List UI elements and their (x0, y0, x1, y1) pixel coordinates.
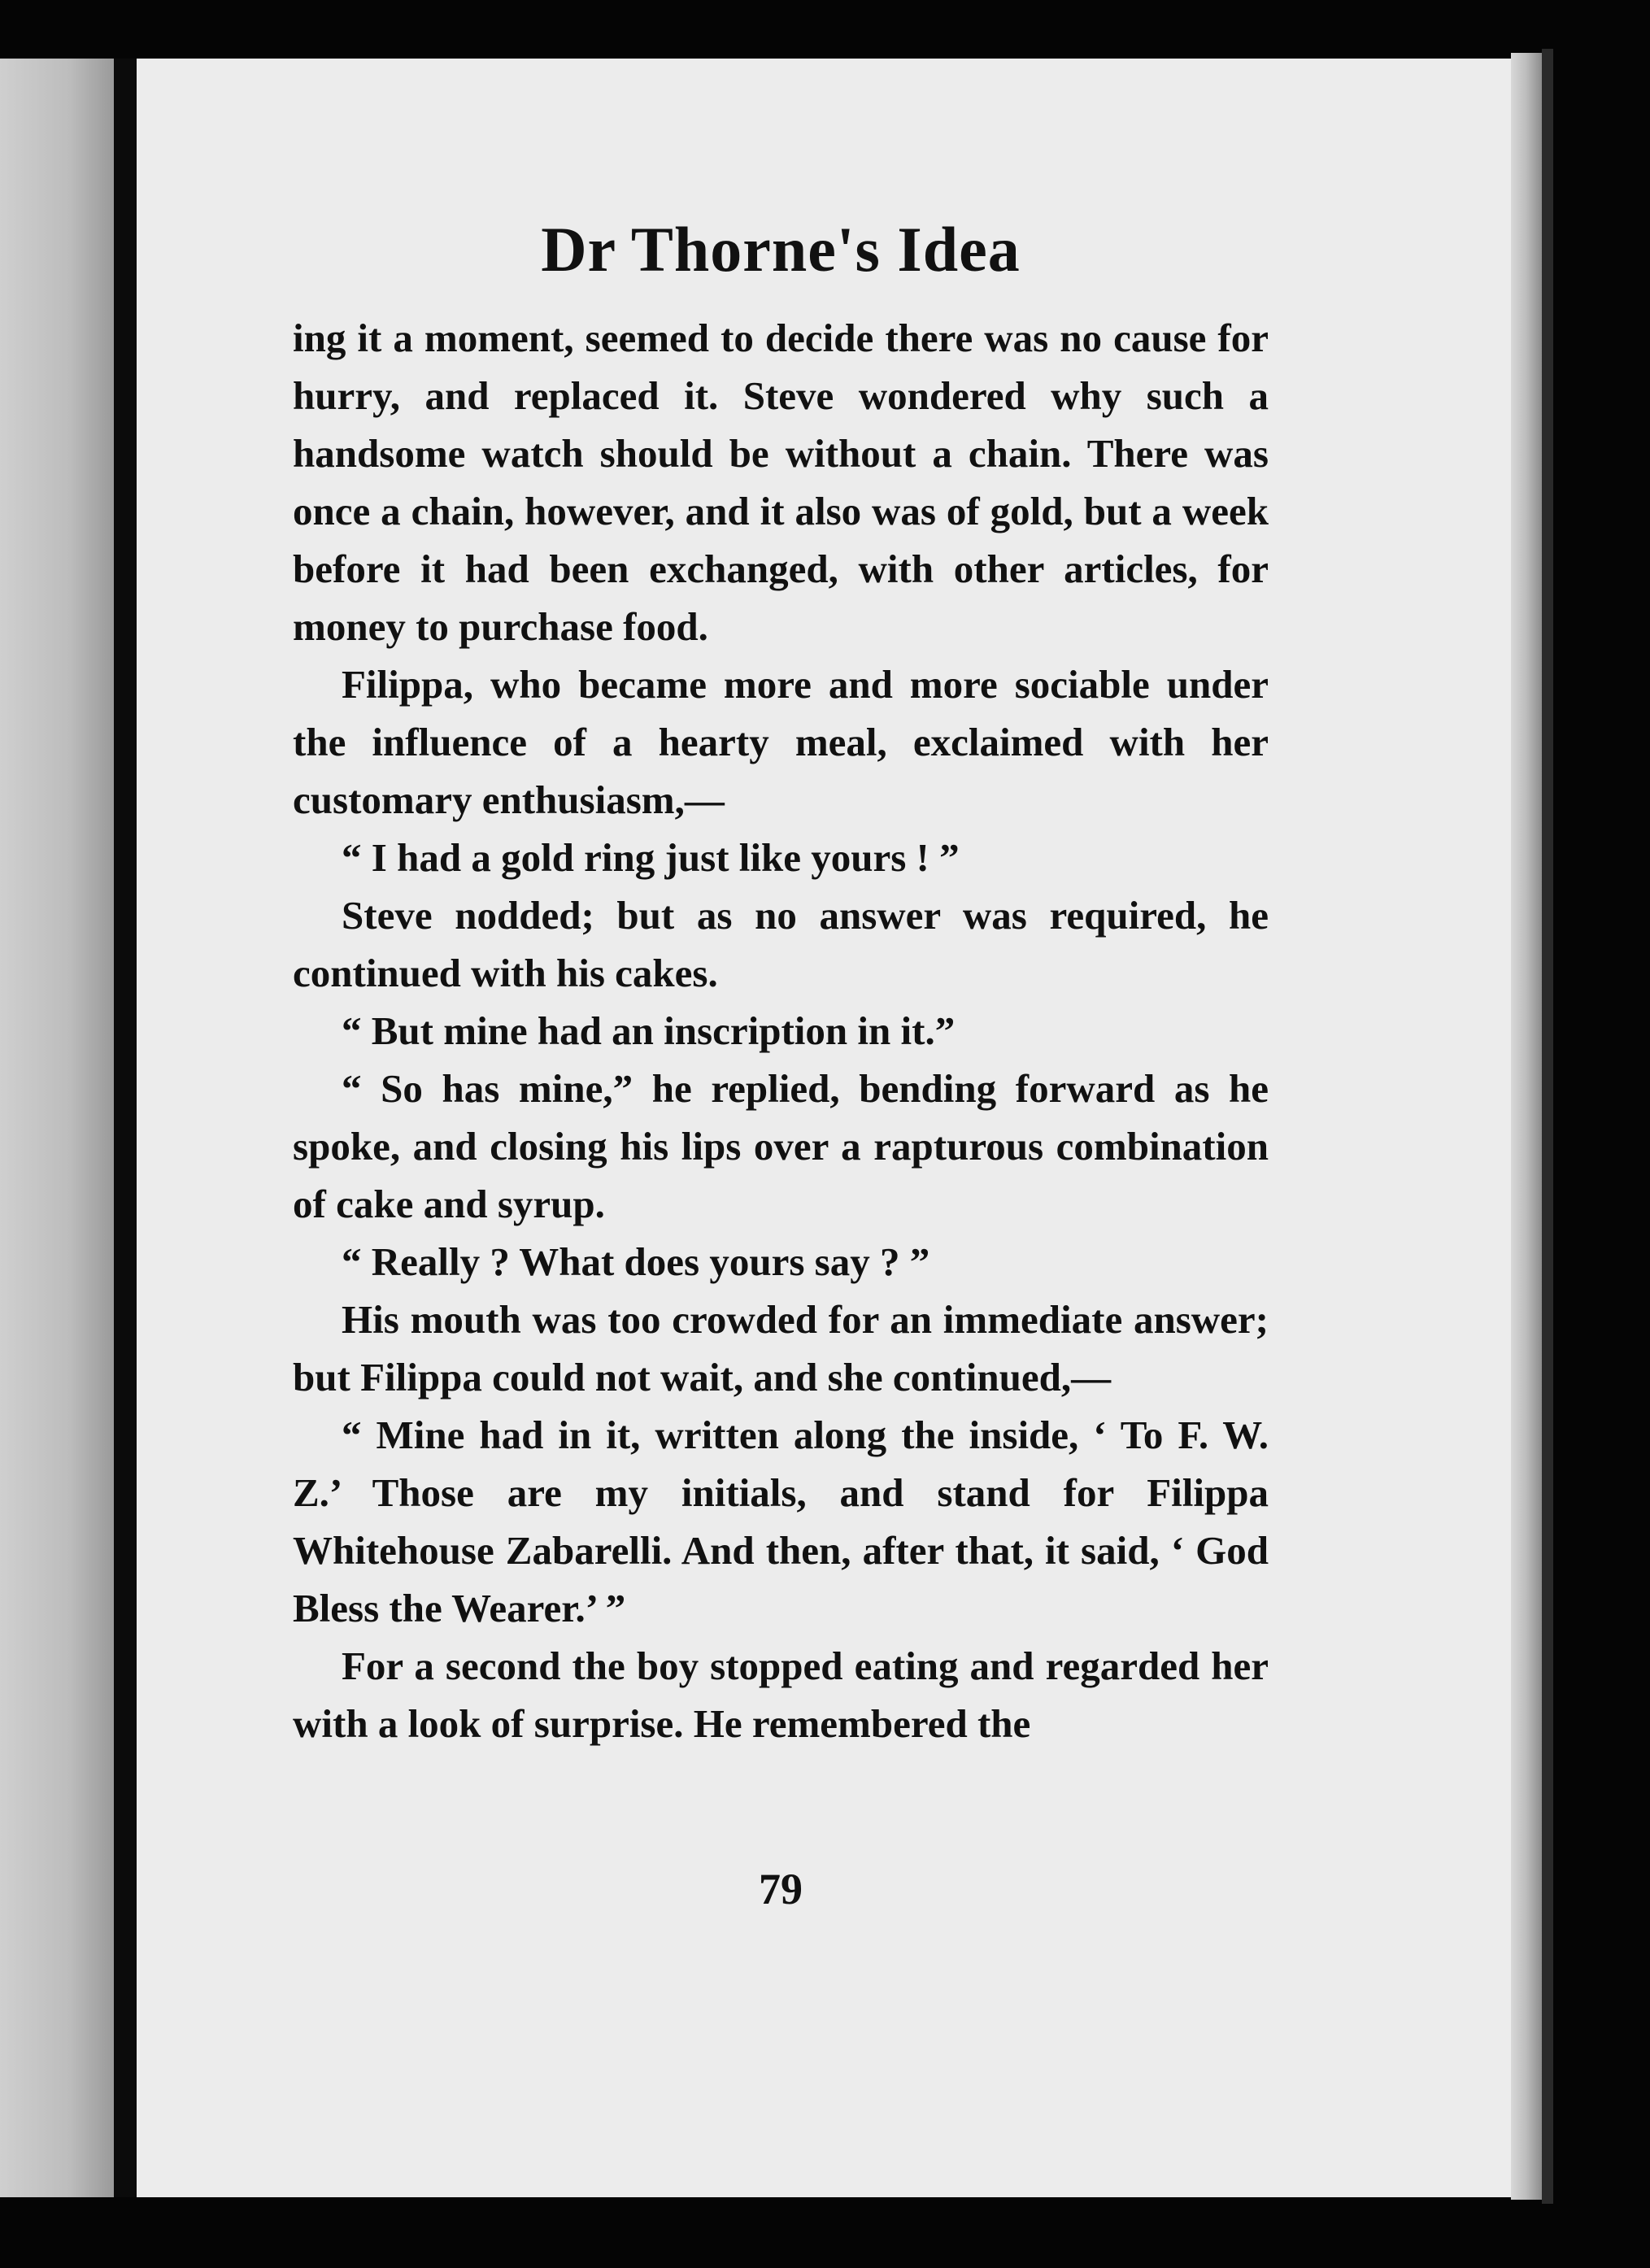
paragraph: “ Mine had in it, written along the inside, ‘ To F. W. Z.’ Those are my initials, and stand for Filippa Whitehouse Zabarelli. And then, after that, it said, ‘ God Bless the Wearer.’ ” (293, 1413, 1269, 1630)
paragraph: Filippa, who became more and more sociable under the influence of a hearty meal, exclaimed with her customary enthusiasm,— (293, 662, 1269, 822)
page-edge-shadow (1542, 49, 1553, 2204)
page-number: 79 (759, 1865, 803, 1913)
paragraph: For a second the boy stopped eating and regarded her with a look of surprise. He remembered the (293, 1643, 1269, 1746)
book-binding-shadow (114, 59, 137, 2197)
page-content (293, 195, 1269, 1752)
paragraph: His mouth was too crowded for an immediate answer; but Filippa could not wait, and she continued,— (293, 1297, 1269, 1400)
body-text (293, 309, 1269, 1752)
paragraph: “ But mine had an inscription in it.” (342, 1008, 956, 1053)
paragraph: “ I had a gold ring just like yours ! ” (342, 835, 960, 880)
page-stack-edge (1511, 53, 1542, 2200)
running-head: Dr Thorne's Idea (541, 214, 1021, 285)
paragraph: “ Really ? What does yours say ? ” (342, 1239, 930, 1284)
paragraph: “ So has mine,” he replied, bending forward as he spoke, and closing his lips over a rapturous combination of cake and syrup. (293, 1066, 1269, 1226)
previous-page-edge (0, 59, 114, 2197)
paragraph: Steve nodded; but as no answer was required, he continued with his cakes. (293, 893, 1269, 995)
paragraph: ing it a moment, seemed to decide there was no cause for hurry, and replaced it. Steve wondered why such a handsome watch should be without a chain. There was once a chain, however, and it also was of gold, but a week before it had been exchanged, with other articles, for money to purchase food. (293, 316, 1269, 649)
